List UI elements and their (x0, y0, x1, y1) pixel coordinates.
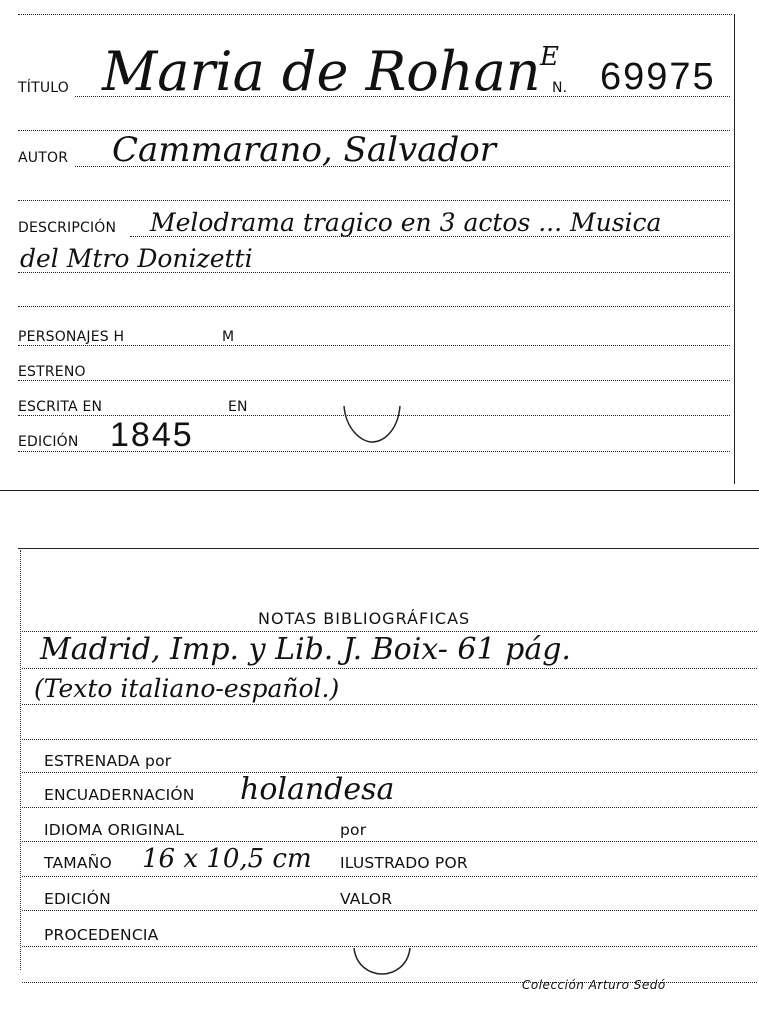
estreno-line (18, 380, 730, 381)
descripcion-value-2: del Mtro Donizetti (20, 244, 253, 273)
autor-label: AUTOR (18, 150, 69, 166)
valor-label: VALOR (340, 890, 393, 908)
titulo-value: Maria de Rohan (102, 40, 541, 103)
personajes-label: PERSONAJES H (18, 329, 125, 345)
top-card-top-border (18, 14, 732, 15)
edicion-label-top: EDICIÓN (18, 434, 79, 450)
encuadernacion-label: ENCUADERNACIÓN (44, 786, 195, 804)
catalog-card-top (0, 0, 759, 500)
notas-line-4 (22, 739, 757, 740)
edicion-label-bottom: EDICIÓN (44, 890, 111, 908)
descripcion-value-1: Melodrama tragico en 3 actos ... Musica (150, 208, 662, 237)
top-blank-line-3 (18, 306, 730, 307)
catalog-card-bottom (0, 540, 759, 1028)
encuadernacion-value: holandesa (240, 772, 395, 807)
idioma-line (22, 841, 757, 842)
descripcion-label: DESCRIPCIÓN (18, 220, 117, 236)
tamano-value: 16 x 10,5 cm (142, 844, 312, 874)
idioma-label: IDIOMA ORIGINAL (44, 821, 185, 839)
personajes-m-label: M (222, 329, 235, 345)
numero-label: N. (552, 80, 568, 96)
edicion-line-bottom (22, 910, 757, 911)
punch-hole-bottom (348, 944, 414, 978)
top-card-bottom-border (0, 490, 759, 491)
coleccion-label: Colección Arturo Sedó (522, 978, 666, 992)
punch-hole-top (340, 400, 404, 446)
autor-value: Cammarano, Salvador (112, 130, 496, 170)
edicion-value-top: 1845 (110, 416, 194, 454)
escrita-label: ESCRITA EN (18, 399, 103, 415)
ilustrado-label: ILUSTRADO POR (340, 854, 468, 872)
personajes-line (18, 345, 730, 346)
top-card-right-border (734, 14, 735, 484)
estreno-label: ESTRENO (18, 364, 86, 380)
procedencia-label: PROCEDENCIA (44, 926, 159, 944)
titulo-label: TÍTULO (18, 80, 69, 96)
notas-title: NOTAS BIBLIOGRÁFICAS (258, 609, 471, 628)
top-blank-line-2 (18, 200, 730, 201)
notas-line-3 (22, 704, 757, 705)
encuadernacion-line (22, 807, 757, 808)
tamano-label: TAMAÑO (44, 854, 112, 872)
bottom-card-top-border (18, 548, 759, 549)
bottom-card-left-border (20, 550, 21, 970)
notas-line-2 (22, 668, 757, 669)
notas-value-1: Madrid, Imp. y Lib. J. Boix- 61 pág. (40, 632, 571, 667)
idioma-por-label: por (340, 821, 367, 839)
titulo-mark: E (540, 42, 559, 72)
numero-value: 69975 (600, 56, 716, 98)
notas-value-2: (Texto italiano-español.) (34, 674, 340, 703)
escrita-en-label: EN (228, 399, 248, 415)
estrenada-label: ESTRENADA por (44, 752, 172, 770)
tamano-line (22, 876, 757, 877)
